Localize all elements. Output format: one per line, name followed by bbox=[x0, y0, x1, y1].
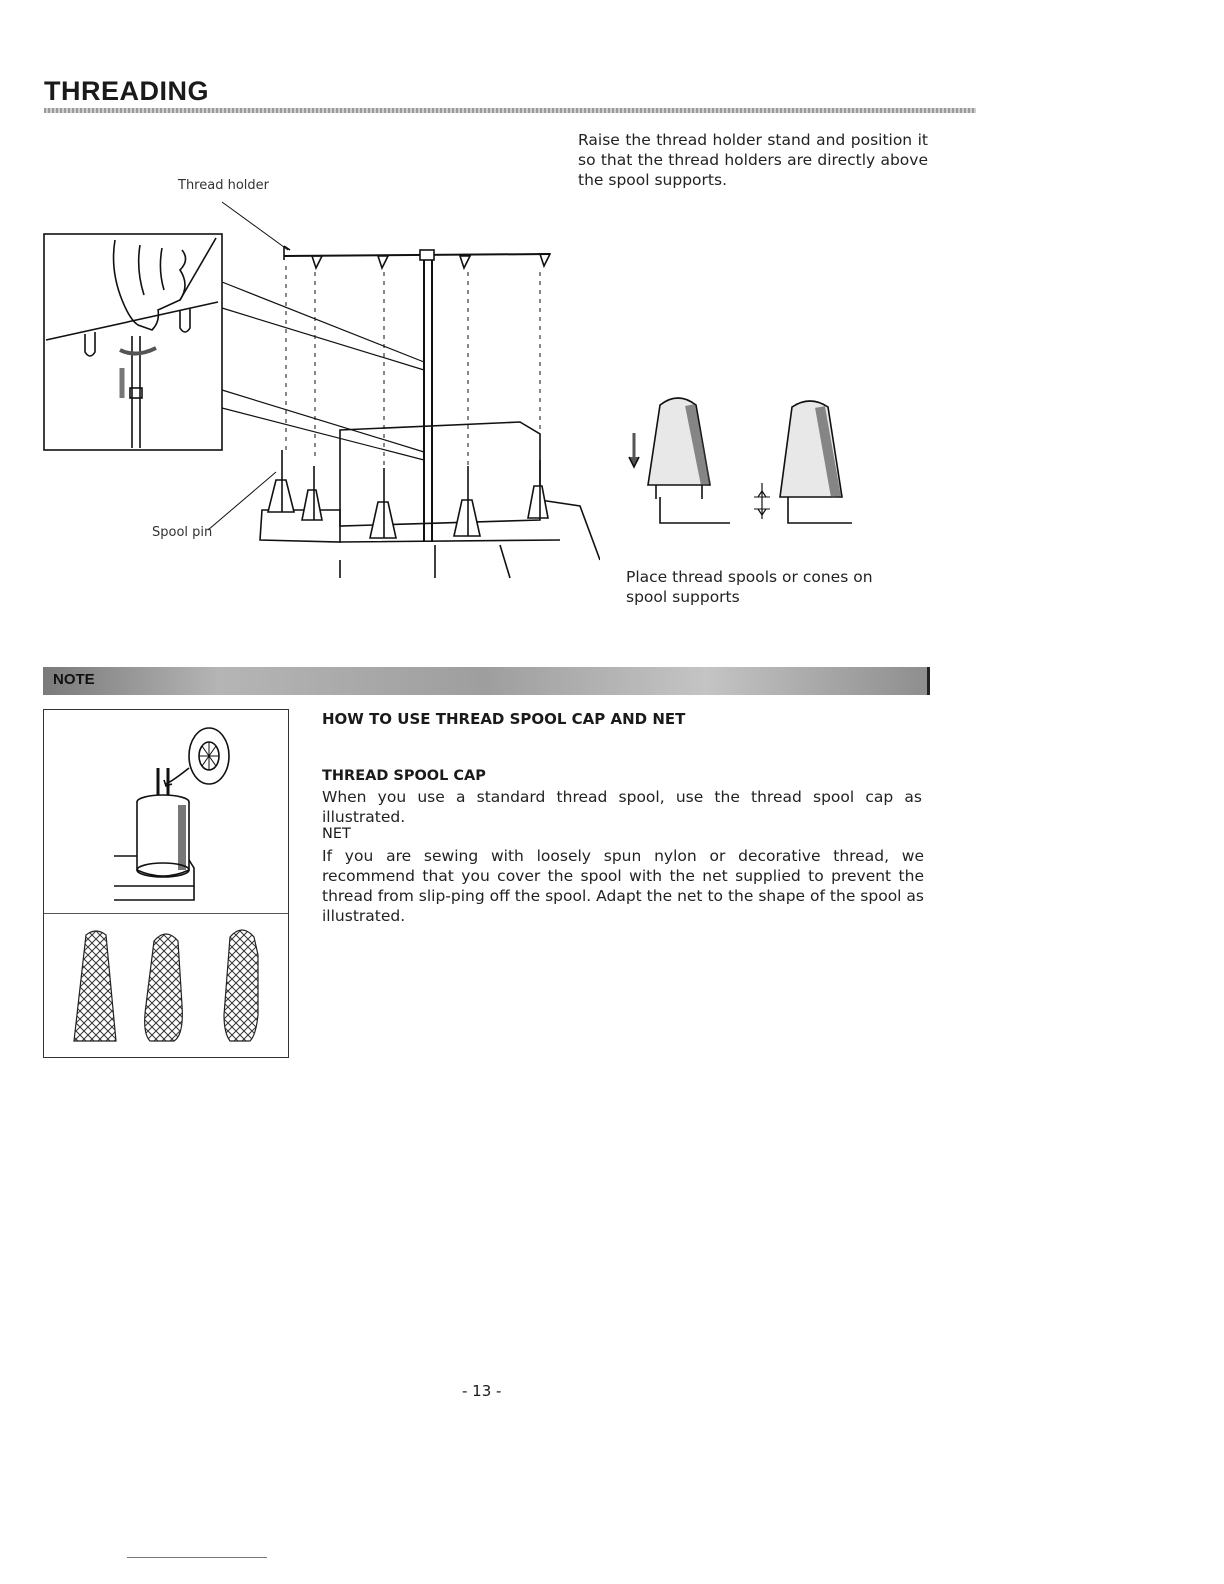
page-title: THREADING bbox=[44, 76, 209, 106]
page-number: - 13 - bbox=[462, 1382, 502, 1400]
note-bar bbox=[43, 667, 930, 695]
net-text: If you are sewing with loosely spun nylon or decorative thread, we recommend that you cover the spool with the net supplied to prevent the thread from slip-ping off the spool. Adapt the net to the shape of the spool as illustrated. bbox=[322, 847, 924, 925]
net-heading: NET bbox=[322, 826, 351, 842]
thread-holder-instruction: Raise the thread holder stand and position it so that the thread holders are directly above the spool supports. bbox=[578, 131, 928, 189]
cap-text: When you use a standard thread spool, use the thread spool cap as illustrated. bbox=[322, 788, 922, 826]
cap-heading: THREAD SPOOL CAP bbox=[322, 768, 486, 784]
spool-pin-label: Spool pin bbox=[152, 525, 213, 540]
box-divider bbox=[44, 913, 288, 914]
spool-placement-caption: Place thread spools or cones on spool supports bbox=[626, 568, 873, 606]
thread-holder-label: Thread holder bbox=[178, 178, 269, 193]
title-rule bbox=[44, 108, 976, 113]
footer-line bbox=[127, 1557, 267, 1558]
spool-net-illustration bbox=[44, 915, 288, 1055]
spool-cap-illustration bbox=[44, 710, 288, 912]
spool-placement-illustration bbox=[620, 385, 860, 535]
thread-stand-illustration bbox=[40, 190, 600, 580]
note-heading: HOW TO USE THREAD SPOOL CAP AND NET bbox=[322, 710, 686, 728]
note-label: NOTE bbox=[53, 671, 95, 688]
note-illustration-box bbox=[43, 709, 289, 1058]
